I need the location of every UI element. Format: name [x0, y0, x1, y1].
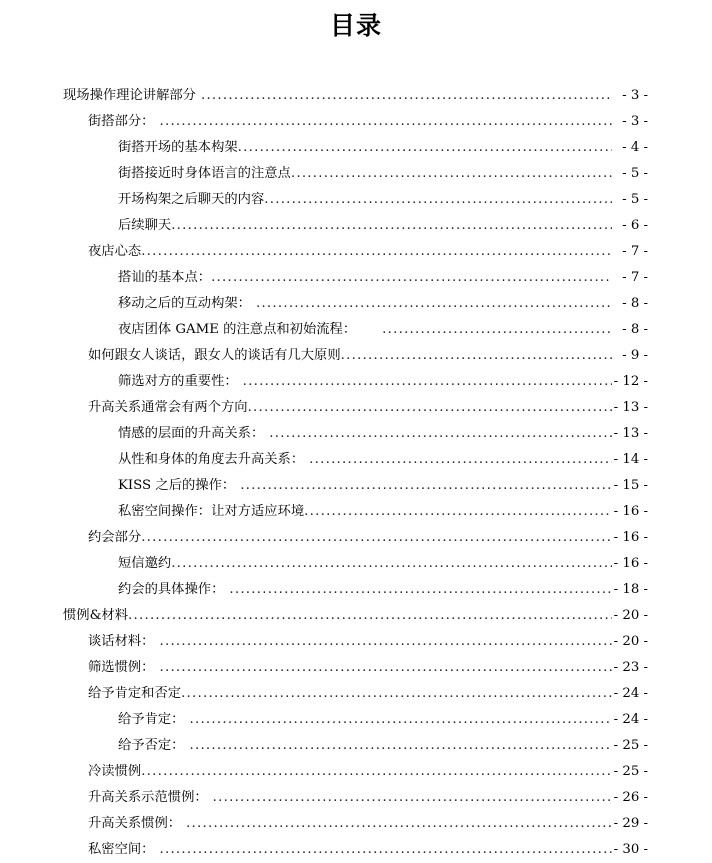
toc-entry-title: 给予肯定：: [118, 712, 185, 727]
toc-entry-title: 私密空间：: [88, 842, 155, 857]
toc-entry[interactable]: [63, 759, 648, 785]
dot-leader: [141, 239, 612, 265]
toc-entry[interactable]: [63, 499, 648, 525]
toc-entry-page-number: - 3 -: [622, 114, 648, 129]
toc-entry-title: 升高关系通常会有两个方向: [88, 400, 248, 415]
toc-entry-page-number: - 25 -: [613, 764, 648, 779]
dot-leader: [304, 499, 611, 525]
dot-leader: [181, 681, 612, 707]
toc-entry-page-number: - 8 -: [622, 322, 648, 337]
toc-entry[interactable]: [63, 239, 648, 265]
toc-entry-page-number: - 30 -: [613, 842, 648, 857]
toc-entry-page-number: - 8 -: [622, 296, 648, 311]
dot-leader: [189, 733, 611, 759]
toc-entry-title: 谈话材料：: [88, 634, 155, 649]
toc-entry-title: 开场构架之后聊天的内容: [118, 192, 265, 207]
toc-entry-title: 给予否定：: [118, 738, 185, 753]
toc-entry-title: 夜店团体 GAME 的注意点和初始流程：: [118, 322, 357, 337]
toc-entry-title: 升高关系示范惯例：: [88, 790, 208, 805]
toc-entry-title: 升高关系惯例：: [88, 816, 182, 831]
toc-entry-page-number: - 4 -: [622, 140, 648, 155]
toc-entry[interactable]: [63, 161, 648, 187]
toc-entry[interactable]: [63, 213, 648, 239]
toc-entry-title: 约会部分: [88, 530, 142, 545]
toc-entry-page-number: - 16 -: [613, 504, 648, 519]
dot-leader: [171, 213, 612, 239]
toc-entry-title: 惯例&材料: [63, 608, 129, 623]
toc-entry-title: KISS 之后的操作：: [118, 478, 236, 493]
toc-entry-page-number: - 14 -: [613, 452, 648, 467]
toc-entry-page-number: - 3 -: [622, 88, 648, 103]
toc-entry-title: 街搭开场的基本构架: [118, 140, 238, 155]
dot-leader: [309, 447, 611, 473]
dot-leader: [291, 161, 612, 187]
toc-entry-page-number: - 6 -: [622, 218, 648, 233]
toc-entry[interactable]: [63, 655, 648, 681]
toc-entry-page-number: - 20 -: [613, 608, 648, 623]
dot-leader: [141, 759, 611, 785]
toc-entry[interactable]: [63, 629, 648, 655]
toc-entry[interactable]: [63, 369, 648, 395]
toc-entry[interactable]: [63, 343, 648, 369]
toc-entry[interactable]: [63, 837, 648, 863]
toc-entry[interactable]: [63, 187, 648, 213]
toc-entry[interactable]: [63, 577, 648, 603]
toc-entry-page-number: - 7 -: [622, 270, 648, 285]
toc-entry-page-number: - 13 -: [613, 400, 648, 415]
dot-leader: [269, 421, 611, 447]
toc-entry[interactable]: [63, 551, 648, 577]
toc-entry[interactable]: [63, 265, 648, 291]
toc-entry[interactable]: [63, 681, 648, 707]
toc-entry[interactable]: [63, 135, 648, 161]
dot-leader: [159, 629, 611, 655]
dot-leader: [264, 187, 612, 213]
toc-entry-page-number: - 29 -: [613, 816, 648, 831]
toc-entry[interactable]: [63, 395, 648, 421]
table-of-contents: [0, 83, 712, 863]
dot-leader: [248, 395, 612, 421]
dot-leader: [240, 473, 611, 499]
toc-entry-page-number: - 12 -: [613, 374, 648, 389]
toc-entry-title: 夜店心态: [88, 244, 142, 259]
dot-leader: [256, 291, 612, 317]
toc-entry-title: 后续聊天: [118, 218, 172, 233]
toc-entry-page-number: - 24 -: [613, 686, 648, 701]
toc-entry-title: 从性和身体的角度去升高关系：: [118, 452, 305, 467]
toc-entry-page-number: - 5 -: [622, 166, 648, 181]
toc-entry-title: 筛选惯例：: [88, 660, 155, 675]
toc-entry-page-number: - 24 -: [613, 712, 648, 727]
toc-entry-title: 移动之后的互动构架：: [118, 296, 251, 311]
toc-entry-page-number: - 13 -: [613, 426, 648, 441]
dot-leader: [238, 135, 612, 161]
dot-leader: [159, 837, 611, 863]
dot-leader: [159, 655, 611, 681]
toc-entry[interactable]: [63, 473, 648, 499]
toc-entry[interactable]: [63, 785, 648, 811]
toc-entry[interactable]: [63, 447, 648, 473]
dot-leader: [229, 577, 611, 603]
toc-entry-page-number: - 20 -: [613, 634, 648, 649]
toc-entry-title: 街搭部分：: [88, 114, 155, 129]
dot-leader: [211, 265, 612, 291]
page-title: 目录: [329, 11, 382, 40]
dot-leader: [159, 109, 612, 135]
toc-entry-title: 私密空间操作：让对方适应环境: [118, 504, 305, 519]
dot-leader: [201, 83, 612, 109]
dot-leader: [171, 551, 611, 577]
toc-entry-page-number: - 16 -: [613, 530, 648, 545]
toc-entry-title: 筛选对方的重要性：: [118, 374, 238, 389]
toc-entry[interactable]: [63, 421, 648, 447]
toc-entry[interactable]: [63, 109, 648, 135]
dot-leader: [128, 603, 612, 629]
toc-entry-page-number: - 7 -: [622, 244, 648, 259]
toc-entry-page-number: - 16 -: [613, 556, 648, 571]
dot-leader: [213, 785, 612, 811]
toc-entry[interactable]: [63, 733, 648, 759]
dot-leader: [382, 317, 612, 343]
toc-entry-title: 短信邀约: [118, 556, 172, 571]
toc-entry-title: 街搭接近时身体语言的注意点: [118, 166, 291, 181]
toc-entry-title: 给予肯定和否定: [88, 686, 182, 701]
toc-entry-page-number: - 26 -: [613, 790, 648, 805]
toc-entry-title: 情感的层面的升高关系：: [118, 426, 265, 441]
toc-entry-title: 搭讪的基本点：: [118, 270, 212, 285]
toc-entry[interactable]: [63, 525, 648, 551]
toc-entry-page-number: - 18 -: [613, 582, 648, 597]
toc-entry-title: 现场操作理论讲解部分: [63, 88, 196, 103]
toc-entry-title: 如何跟女人谈话，跟女人的谈话有几大原则: [88, 348, 341, 363]
toc-entry-page-number: - 5 -: [622, 192, 648, 207]
dot-leader: [243, 369, 612, 395]
toc-entry-title: 冷读惯例: [88, 764, 142, 779]
toc-entry[interactable]: [63, 707, 648, 733]
toc-entry-page-number: - 25 -: [613, 738, 648, 753]
toc-entry[interactable]: [63, 291, 648, 317]
toc-entry-page-number: - 23 -: [613, 660, 648, 675]
dot-leader: [341, 343, 612, 369]
toc-entry[interactable]: [63, 317, 648, 343]
toc-entry[interactable]: [63, 603, 648, 629]
toc-entry[interactable]: [63, 811, 648, 837]
dot-leader: [186, 811, 612, 837]
dot-leader: [141, 525, 611, 551]
toc-entry-page-number: - 9 -: [622, 348, 648, 363]
toc-entry-page-number: - 15 -: [613, 478, 648, 493]
dot-leader: [189, 707, 611, 733]
toc-entry-title: 约会的具体操作：: [118, 582, 225, 597]
toc-entry[interactable]: [63, 83, 648, 109]
